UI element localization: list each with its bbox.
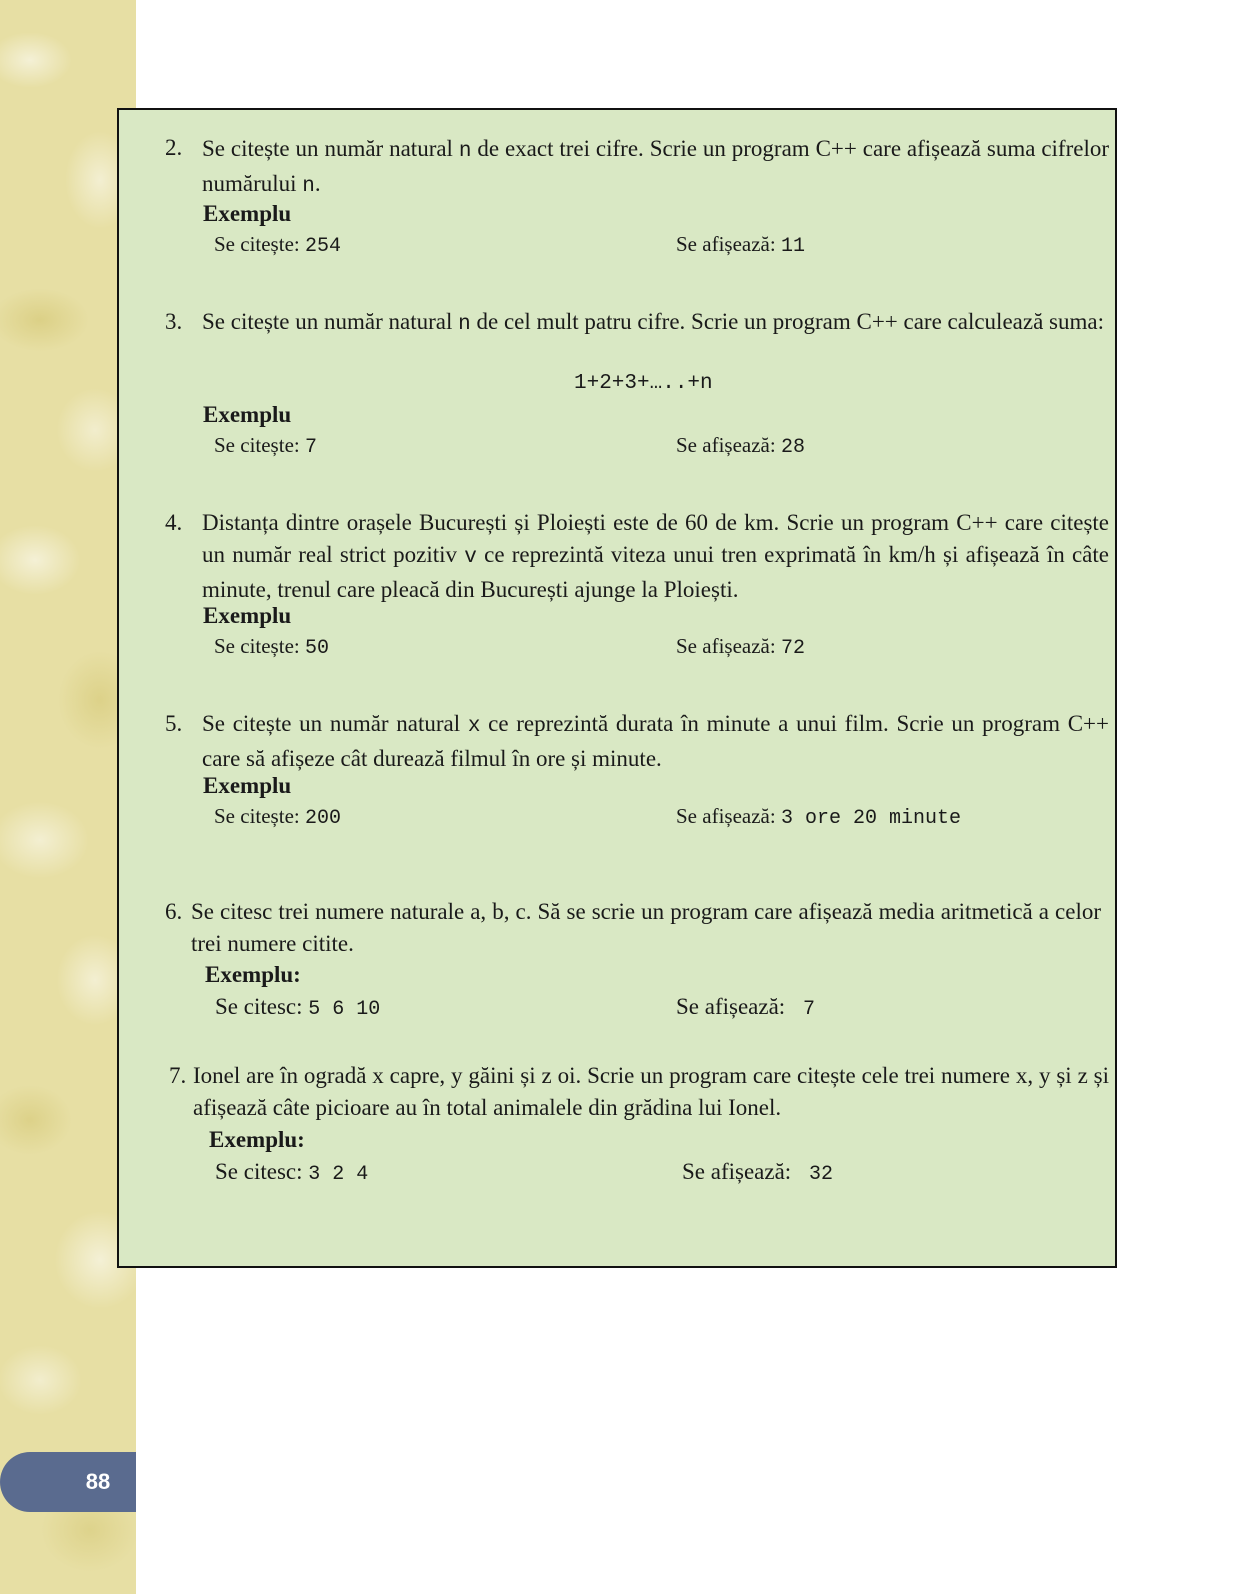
example-input: Se citesc: 3 2 4 [215,1159,369,1186]
example-label: Exemplu [203,201,292,226]
exercise-number: 2. [165,135,183,160]
exercise-statement: Se citește un număr natural n de cel mult patru cifre. Scrie un program C++ care calculează suma: [202,309,1104,336]
sum-formula: 1+2+3+…..+n [574,372,713,395]
exercise-number: 7. [169,1063,187,1088]
example-input: Se citește: 50 [214,634,329,660]
example-input: Se citește: 254 [214,232,341,258]
example-label: Exemplu [203,603,292,628]
example-input: Se citesc: 5 6 10 [215,994,381,1021]
example-output: Se afișează: 3 ore 20 minute [676,804,961,830]
exercise-statement: Se citește un număr natural n de exact trei cifre. Scrie un program C++ care afișează suma cifrelor numărului n. [202,136,1109,198]
example-label: Exemplu: [209,1127,305,1152]
example-output: Se afișează: 72 [676,634,805,660]
example-label: Exemplu [203,773,292,798]
page-number: 88 [85,1469,111,1494]
exercise-statement: Distanța dintre orașele București și Ploiești este de 60 de km. Scrie un program C++ care citește un număr real strict pozitiv v ce reprezintă viteza unui tren exprimată în km/h și afișează în câte minute, trenul care pleacă din București ajunge la Ploiești. [202,510,1109,602]
example-output: Se afișează: 7 [676,994,815,1021]
page-number-tab [0,1452,136,1512]
example-output: Se afișează: 11 [676,232,805,258]
exercise-statement: Se citesc trei numere naturale a, b, c. Să se scrie un program care afișează media aritmetică a celor trei numere citite. [191,899,1101,956]
exercise-number: 3. [165,309,183,334]
example-label: Exemplu [203,402,292,427]
exercise-number: 6. [165,899,183,924]
exercise-statement: Se citește un număr natural x ce reprezintă durata în minute a unui film. Scrie un program C++ care să afișeze cât durează filmul în ore și minute. [202,711,1109,771]
exercise-number: 5. [165,711,183,736]
exercise-statement: Ionel are în ogradă x capre, y găini și z oi. Scrie un program care citește cele trei numere x, y și z și afișează câte picioare au în total animalele din grădina lui Ionel. [193,1063,1109,1120]
example-input: Se citește: 7 [214,433,317,459]
decorative-side-strip [0,0,136,1594]
exercise-box [117,108,1117,1268]
exercise-number: 4. [165,510,183,535]
example-label: Exemplu: [205,962,301,987]
example-input: Se citește: 200 [214,804,341,830]
example-output: Se afișează: 32 [682,1159,833,1186]
example-output: Se afișează: 28 [676,433,805,459]
